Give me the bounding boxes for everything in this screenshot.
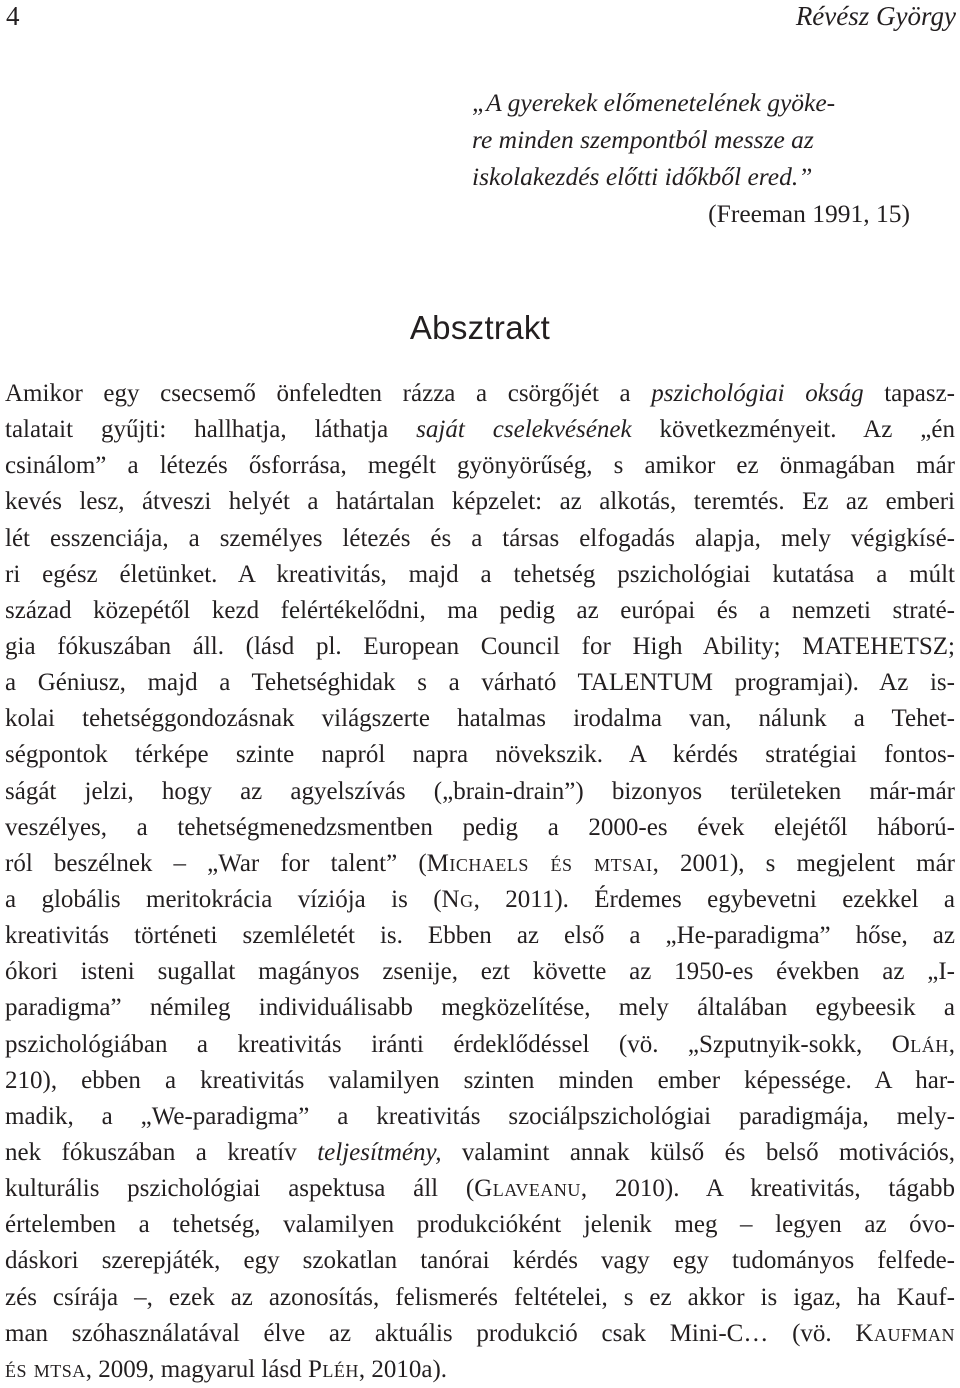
- abstract-line: ri egész életünket. A kreativitás, majd a tehetség pszichológiai kutatása a múlt: [5, 560, 955, 588]
- author-citation: Kaufman: [855, 1319, 955, 1347]
- emphasis-text: saját cselekvésének: [416, 416, 632, 444]
- epigraph-line: re minden szempontból messze az: [472, 125, 814, 154]
- abstract-body: [5, 376, 955, 1388]
- emphasis-text: pszichológiai okság: [651, 380, 864, 407]
- emphasis-text: teljesítmény,: [317, 1138, 442, 1166]
- epigraph-line: iskolakezdés előtti időkből ered.”: [472, 162, 813, 191]
- running-head-author: Révész György: [795, 1, 956, 31]
- abstract-line: és mtsa, 2009, magyarul lásd Pléh, 2010a).: [5, 1355, 448, 1383]
- abstract-line: man szóhasználatával élve az aktuális produkció csak Mini-C… (vö. Kaufman: [5, 1319, 955, 1347]
- abstract-line: kulturális pszichológiai aspektusa áll (Glaveanu, 2010). A kreativitás, tágabb: [5, 1175, 955, 1203]
- abstract-line: kevés lesz, átveszi helyét a határtalan képzelet: az alkotás, teremtés. Ez az emberi: [5, 488, 955, 516]
- abstract-line: kolai tehetséggondozásnak világszerte hatalmas irodalma van, nálunk a Tehet-: [5, 705, 955, 733]
- author-citation: és mtsa: [5, 1355, 86, 1383]
- epigraph-quote: [472, 84, 912, 195]
- abstract-line: kreativitás történeti szemléletét is. Ebben az első a „He-paradigma” hőse, az: [5, 922, 955, 950]
- epigraph-line: „A gyerekek előmenetelének gyöke-: [472, 88, 836, 117]
- author-citation: Michaels és mtsai: [426, 849, 653, 877]
- abstract-line: lét esszenciája, a személyes létezés és a társas elfogadás alapja, mely végigkísé-: [5, 524, 955, 552]
- abstract-line: Amikor egy csecsemő önfeledten rázza a csörgőjét a pszichológiai okság tapasz-: [5, 380, 955, 407]
- abstract-line: ról beszélnek – „War for talent” (Michaels és mtsai, 2001), s megjelent már: [5, 849, 956, 877]
- author-citation: Oláh: [891, 1030, 949, 1058]
- page-number: 4: [6, 1, 20, 31]
- epigraph-source: (Freeman 1991, 15): [708, 199, 910, 228]
- abstract-line: talatait gyűjti: hallhatja, láthatja saját cselekvésének következményeit. Az „én: [5, 416, 955, 444]
- abstract-line: nek fókuszában a kreatív teljesítmény, valamint annak külső és belső motivációs,: [5, 1138, 955, 1166]
- abstract-line: dáskori szerepjáték, egy szokatlan tanórai kérdés vagy egy tudományos felfede-: [5, 1247, 955, 1275]
- abstract-line: pszichológiában a kreativitás iránti érdeklődéssel (vö. „Szputnyik-sokk, Oláh,: [5, 1030, 955, 1058]
- abstract-line: értelemben a tehetség, valamilyen produkcióként jelenik meg – legyen az óvo-: [5, 1211, 955, 1239]
- abstract-line: paradigma” némileg individuálisabb megközelítése, mely általában egybeesik a: [5, 994, 955, 1022]
- abstract-line: madik, a „We-paradigma” a kreativitás szociálpszichológiai paradigmája, mely-: [5, 1102, 955, 1130]
- abstract-line: veszélyes, a tehetségmenedzsmentben pedig a 2000-es évek elejétől háború-: [5, 813, 955, 841]
- abstract-line: ségpontok térképe szinte napról napra növekszik. A kérdés stratégiai fontos-: [5, 741, 955, 769]
- abstract-line: ságát jelzi, hogy az agyelszívás („brain-drain”) bizonyos területeken már-már: [5, 777, 955, 805]
- author-citation: Glaveanu: [474, 1175, 581, 1203]
- author-citation: Ng: [441, 885, 474, 913]
- abstract-line: csinálom” a létezés ősforrása, megélt gyönyörűség, s amikor ez önmagában már: [5, 452, 955, 480]
- abstract-line: század közepétől kezd felértékelődni, ma pedig az európai és a nemzeti straté-: [5, 596, 955, 624]
- abstract-line: 210), ebben a kreativitás valamilyen szinten minden ember képessége. A har-: [5, 1066, 955, 1094]
- author-citation: Pléh: [307, 1355, 359, 1383]
- abstract-line: a Géniusz, majd a Tehetséghidak s a várható TALENTUM programjai). Az is-: [5, 669, 955, 697]
- abstract-line: zés csírája –, ezek az azonosítás, felismerés feltételei, s ez akkor is igaz, ha Kauf-: [5, 1283, 955, 1311]
- abstract-line: a globális meritokrácia víziója is (Ng, 2011). Érdemes egybevetni ezekkel a: [5, 885, 956, 913]
- abstract-line: gia fókuszában áll. (lásd pl. European Council for High Ability; MATEHETSZ;: [5, 632, 955, 660]
- abstract-line: ókori isteni sugallat magányos zsenije, ezt követte az 1950-es években az „I-: [5, 958, 955, 986]
- section-title: Absztrakt: [409, 309, 551, 346]
